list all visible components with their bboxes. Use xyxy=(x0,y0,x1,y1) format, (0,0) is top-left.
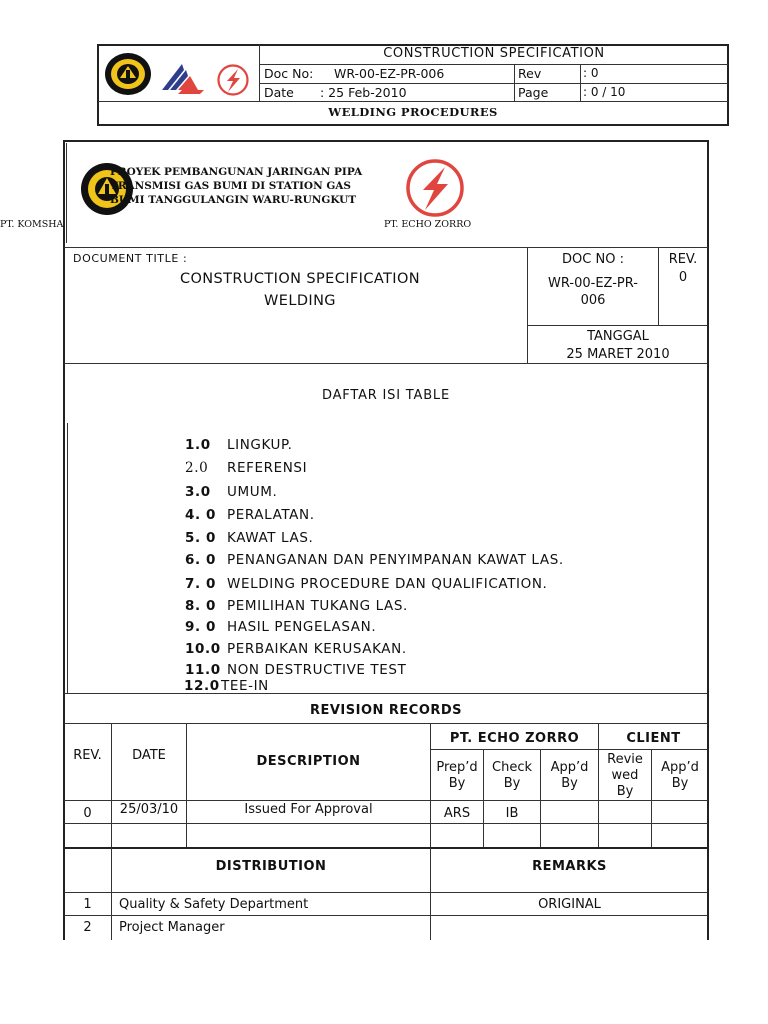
toc-item-label: PEMILIHAN TUKANG LAS. xyxy=(227,598,408,614)
page-label: Page xyxy=(518,85,549,100)
toc-item-number: 8. 0 xyxy=(185,598,217,614)
toc-item xyxy=(184,678,269,694)
toc-item-label: PERBAIKAN KERUSAKAN. xyxy=(227,641,407,657)
dist-row2-no: 2 xyxy=(83,920,92,935)
document-title-line1: CONSTRUCTION SPECIFICATION xyxy=(179,271,421,287)
row1-date: 25/03/10 xyxy=(119,802,179,817)
col-approved-by: App’d By xyxy=(550,760,589,791)
toc-item xyxy=(185,619,376,635)
toc-item-number: 12.0 xyxy=(184,678,220,694)
doc-no-line2: 006 xyxy=(580,293,606,308)
toc-item-number: 1.0 xyxy=(185,437,211,453)
col-reviewed-by: Revie wed By xyxy=(607,752,643,799)
toc-item-label: KAWAT LAS. xyxy=(227,530,314,546)
toc-item-number: 4. 0 xyxy=(185,507,217,523)
document-title-line2: WELDING xyxy=(264,293,336,309)
project-title-line1: PROYEK PEMBANGUNAN JARINGAN PIPA xyxy=(110,166,363,178)
komsha-emblem-icon xyxy=(104,52,152,96)
doc-no-label: Doc No: xyxy=(264,66,314,81)
toc-heading: DAFTAR ISI TABLE xyxy=(322,388,450,403)
row1-description: Issued For Approval xyxy=(244,802,373,817)
remarks-heading: REMARKS xyxy=(532,859,607,874)
spec-title: CONSTRUCTION SPECIFICATION xyxy=(383,46,605,61)
tanggal-label: TANGGAL xyxy=(587,329,649,344)
toc-item-number: 2.0 xyxy=(185,460,209,476)
toc-item xyxy=(185,576,547,592)
rev-label: Rev xyxy=(518,66,542,81)
toc-item-label: HASIL PENGELASAN. xyxy=(227,619,377,635)
dist-row2-name: Project Manager xyxy=(119,920,225,935)
toc-item-label: UMUM. xyxy=(227,484,278,500)
toc-item-number: 10.0 xyxy=(185,641,221,657)
toc-item-label: REFERENSI xyxy=(227,460,308,476)
doc-no-value: WR-00-EZ-PR-006 xyxy=(334,66,445,81)
toc-item xyxy=(185,662,406,678)
project-title-line3: BUMI TANGGULANGIN WARU-RUNGKUT xyxy=(110,194,357,206)
toc-item xyxy=(185,530,313,546)
echo-zorro-logo-icon xyxy=(403,158,467,218)
page-value: : 0 / 10 xyxy=(583,85,626,99)
rev-value: : 0 xyxy=(583,66,599,80)
dist-row1-remark: ORIGINAL xyxy=(538,897,601,912)
col-client-approved-by: App’d By xyxy=(661,760,699,791)
toc-item-label: TEE-IN xyxy=(221,678,269,694)
distribution-heading: DISTRIBUTION xyxy=(215,859,327,874)
subject-title: WELDING PROCEDURES xyxy=(328,105,498,119)
group-client: CLIENT xyxy=(626,731,681,746)
toc-item-number: 9. 0 xyxy=(185,619,217,635)
dist-row1-no: 1 xyxy=(83,897,92,912)
document-title-label: DOCUMENT TITLE : xyxy=(73,252,188,265)
doc-no-label: DOC NO : xyxy=(562,252,624,267)
group-contractor: PT. ECHO ZORRO xyxy=(449,731,580,746)
col-date: DATE xyxy=(132,748,166,763)
date-value: : 25 Feb-2010 xyxy=(320,85,407,100)
col-prepared-by: Prep’d By xyxy=(436,760,478,791)
toc-item xyxy=(185,460,307,476)
toc-item-number: 5. 0 xyxy=(185,530,217,546)
toc-item-label: LINGKUP. xyxy=(227,437,293,453)
toc-item-label: PERALATAN. xyxy=(227,507,315,523)
toc-item-number: 11.0 xyxy=(185,662,221,678)
tanggal-value: 25 MARET 2010 xyxy=(566,347,670,362)
owner-name: PT. KOMSHA xyxy=(0,219,64,230)
contractor-name: PT. ECHO ZORRO xyxy=(384,219,472,230)
toc-item xyxy=(185,484,277,500)
echo-zorro-logo-icon xyxy=(216,64,250,96)
toc-item-number: 7. 0 xyxy=(185,576,217,592)
toc-item-number: 3.0 xyxy=(185,484,211,500)
toc-item-number: 6. 0 xyxy=(185,552,217,568)
date-label: Date xyxy=(264,85,294,100)
row1-rev: 0 xyxy=(83,806,92,821)
toc-item-label: NON DESTRUCTIVE TEST xyxy=(227,662,407,678)
toc-item xyxy=(185,437,293,453)
row1-checked: IB xyxy=(505,806,519,821)
dist-row1-name: Quality & Safety Department xyxy=(119,897,309,912)
toc-item xyxy=(185,641,407,657)
revision-heading: REVISION RECORDS xyxy=(309,703,463,718)
col-description: DESCRIPTION xyxy=(256,754,361,769)
rev-label: REV. xyxy=(668,252,698,267)
rev-value: 0 xyxy=(678,270,688,285)
toc-item-label: WELDING PROCEDURE DAN QUALIFICATION. xyxy=(227,576,548,592)
row1-prepared: ARS xyxy=(443,806,471,821)
col-rev: REV. xyxy=(73,748,102,763)
toc-item-label: PENANGANAN DAN PENYIMPANAN KAWAT LAS. xyxy=(227,552,564,568)
project-title-line2: TRANSMISI GAS BUMI DI STATION GAS xyxy=(110,180,352,192)
toc-item xyxy=(185,598,408,614)
toc-item xyxy=(185,507,315,523)
doc-no-line1: WR-00-EZ-PR- xyxy=(548,276,638,291)
triangle-logo-icon xyxy=(160,58,208,96)
toc-item xyxy=(185,552,564,568)
col-checked-by: Check By xyxy=(492,760,532,791)
